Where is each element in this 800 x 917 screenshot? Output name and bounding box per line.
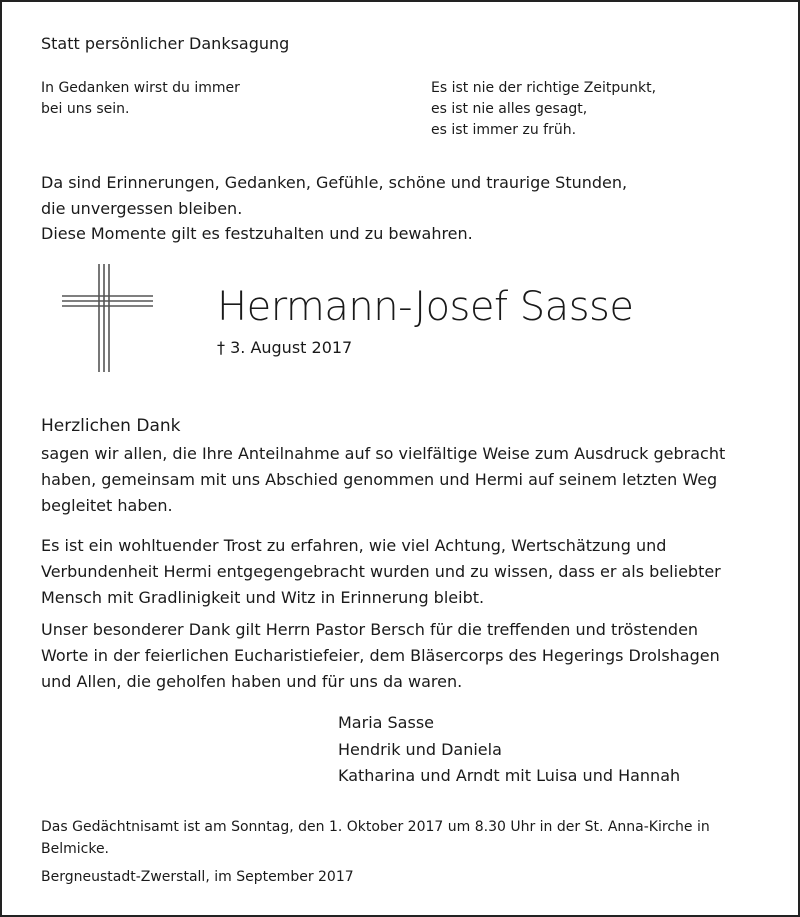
paragraph-line: Verbundenheit Hermi entgegengebracht wurden und zu wissen, dass er als beliebter [41, 562, 721, 581]
thanks-paragraph-3 [41, 617, 720, 695]
poem-line: Es ist nie der richtige Zeitpunkt, [431, 80, 657, 96]
paragraph-line: Unser besonderer Dank gilt Herrn Pastor Bersch für die treffenden und tröstenden [41, 620, 699, 639]
paragraph-line: und Allen, die geholfen haben und für uns da waren. [41, 672, 463, 691]
cross-icon [60, 262, 155, 374]
poem-line: In Gedanken wirst du immer [41, 80, 240, 96]
signature-line: Hendrik und Daniela [338, 739, 502, 759]
poem-line: bei uns sein. [41, 101, 130, 117]
intro-text [41, 170, 627, 247]
thanks-paragraph-2 [41, 533, 721, 611]
paragraph-line: haben, gemeinsam mit uns Abschied genommen und Hermi auf seinem letzten Weg [41, 470, 718, 489]
death-date: † 3. August 2017 [217, 338, 353, 357]
signature-line: Katharina und Arndt mit Luisa und Hannah [338, 766, 681, 785]
intro-line: die unvergessen bleiben. [41, 198, 243, 218]
footer-line: Bergneustadt-Zwerstall, im September 2017 [41, 869, 354, 885]
header-title: Statt persönlicher Danksagung [41, 34, 290, 53]
place-date [41, 866, 354, 888]
poem-left [41, 78, 240, 120]
paragraph-line: Mensch mit Gradlinigkeit und Witz in Erinnerung bleibt. [41, 588, 485, 607]
deceased-name: Hermann-Josef Sasse [217, 284, 634, 330]
signatures [338, 710, 680, 790]
intro-line: Da sind Erinnerungen, Gedanken, Gefühle, schöne und traurige Stunden, [41, 173, 628, 192]
footer-line: Das Gedächtnisamt ist am Sonntag, den 1. Oktober 2017 um 8.30 Uhr in der St. Anna-Kirche in [41, 819, 710, 835]
paragraph-line: sagen wir allen, die Ihre Anteilnahme auf so vielfältige Weise zum Ausdruck gebracht [41, 444, 726, 463]
intro-line: Diese Momente gilt es festzuhalten und zu bewahren. [41, 224, 473, 243]
footer-line: Belmicke. [41, 841, 110, 857]
poem-line: es ist immer zu früh. [431, 122, 577, 138]
thanks-title: Herzlichen Dank [41, 416, 181, 436]
paragraph-line: begleitet haben. [41, 496, 173, 515]
signature-line: Maria Sasse [338, 713, 434, 732]
thanks-paragraph-1 [41, 441, 725, 519]
poem-line: es ist nie alles gesagt, [431, 101, 588, 117]
paragraph-line: Worte in der feierlichen Eucharistiefeier, dem Bläsercorps des Hegerings Drolshagen [41, 646, 720, 665]
paragraph-line: Es ist ein wohltuender Trost zu erfahren, wie viel Achtung, Wertschätzung und [41, 536, 667, 555]
memorial-info [41, 816, 710, 860]
poem-right [431, 78, 656, 141]
